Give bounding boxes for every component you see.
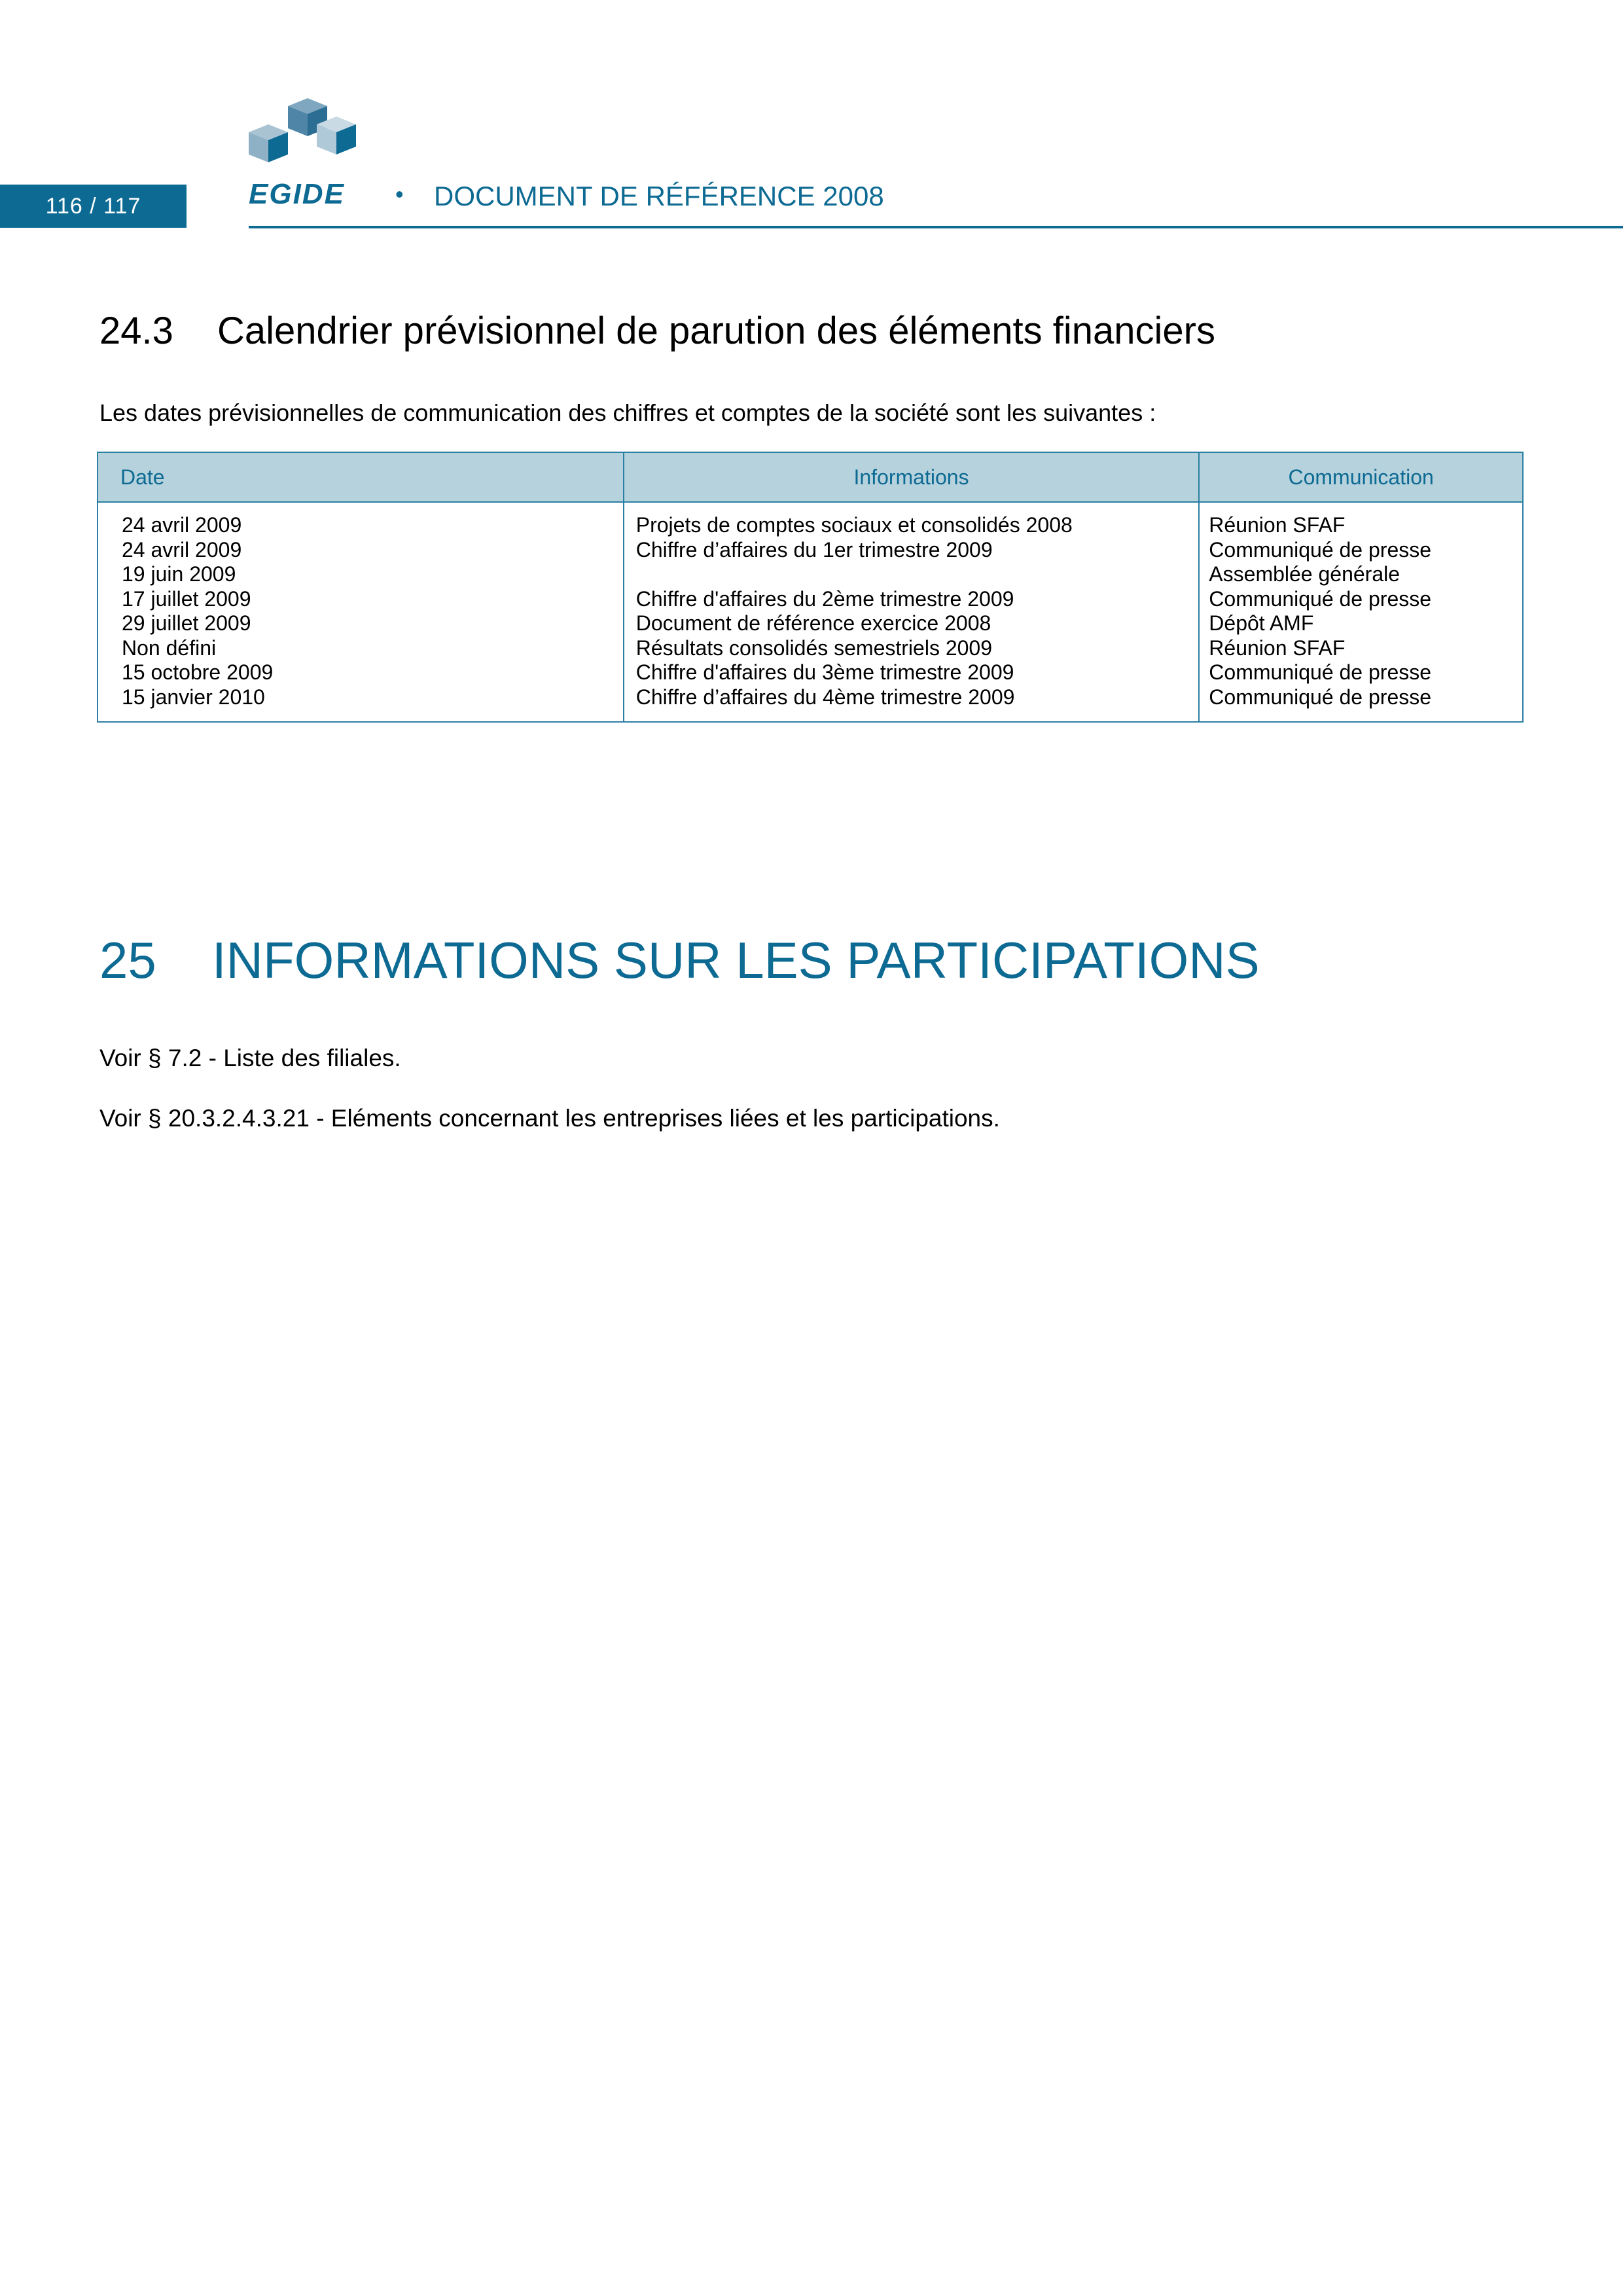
communication-cell: Réunion SFAF [1209,513,1346,537]
info-cell: Projets de comptes sociaux et consolidés 2008 [635,513,1073,537]
date-cell: 24 avril 2009 [122,537,242,562]
communication-cell: Assemblée générale [1209,562,1400,586]
date-cell: 15 octobre 2009 [122,660,274,684]
date-cell: 17 juillet 2009 [122,586,251,611]
date-cell: 15 janvier 2010 [122,685,265,709]
info-cell: Document de référence exercice 2008 [635,611,991,635]
communication-cell: Dépôt AMF [1209,611,1314,635]
intro-paragraph: Les dates prévisionnelles de communication des chiffres et comptes de la société sont les suivantes : [99,399,1156,426]
header-bullet: • [395,181,404,207]
communication-cell: Communiqué de presse [1209,586,1432,611]
informations-column [624,502,1200,722]
communication-cell: Communiqué de presse [1209,537,1432,562]
communication-cell: Communiqué de presse [1209,660,1432,684]
header-informations: Informations [624,452,1200,502]
info-cell: Chiffre d'affaires du 3ème trimestre 2009 [635,660,1014,684]
table-row [98,502,1523,722]
section-number: 25 [99,931,156,989]
header-communication: Communication [1199,452,1523,502]
calendar-table [97,452,1524,723]
section-title: Calendrier prévisionnel de parution des éléments financiers [217,310,1215,352]
communication-cell: Communiqué de presse [1209,685,1432,709]
info-cell: Chiffre d'affaires du 2ème trimestre 2009 [635,586,1014,611]
header-rule [249,226,1623,228]
communication-column [1199,502,1523,722]
document-title: DOCUMENT DE RÉFÉRENCE 2008 [434,181,884,211]
section-title: INFORMATIONS SUR LES PARTICIPATIONS [212,931,1260,989]
date-cell: Non défini [122,636,217,660]
section-25-heading [99,931,1260,990]
date-cell: 24 avril 2009 [122,513,242,537]
reference-line: Voir § 7.2 - Liste des filiales. [99,1045,401,1071]
page-number-tab: 116 / 117 [0,185,187,228]
section-24-3-heading [99,309,1215,353]
logo-wordmark: EGIDE [249,178,345,210]
reference-line: Voir § 20.3.2.4.3.21 - Eléments concernant les entreprises liées et les participations. [99,1105,1000,1132]
date-cell: 19 juin 2009 [122,562,236,586]
info-cell: Chiffre d’affaires du 4ème trimestre 2009 [635,685,1015,709]
info-cell: Résultats consolidés semestriels 2009 [635,636,993,660]
date-cell: 29 juillet 2009 [122,611,251,635]
info-cell: Chiffre d’affaires du 1er trimestre 2009 [635,537,993,562]
header-date: Date [98,452,624,502]
date-column [98,502,624,722]
info-cell [636,562,1199,587]
section-number: 24.3 [99,310,173,352]
communication-cell: Réunion SFAF [1209,636,1346,660]
